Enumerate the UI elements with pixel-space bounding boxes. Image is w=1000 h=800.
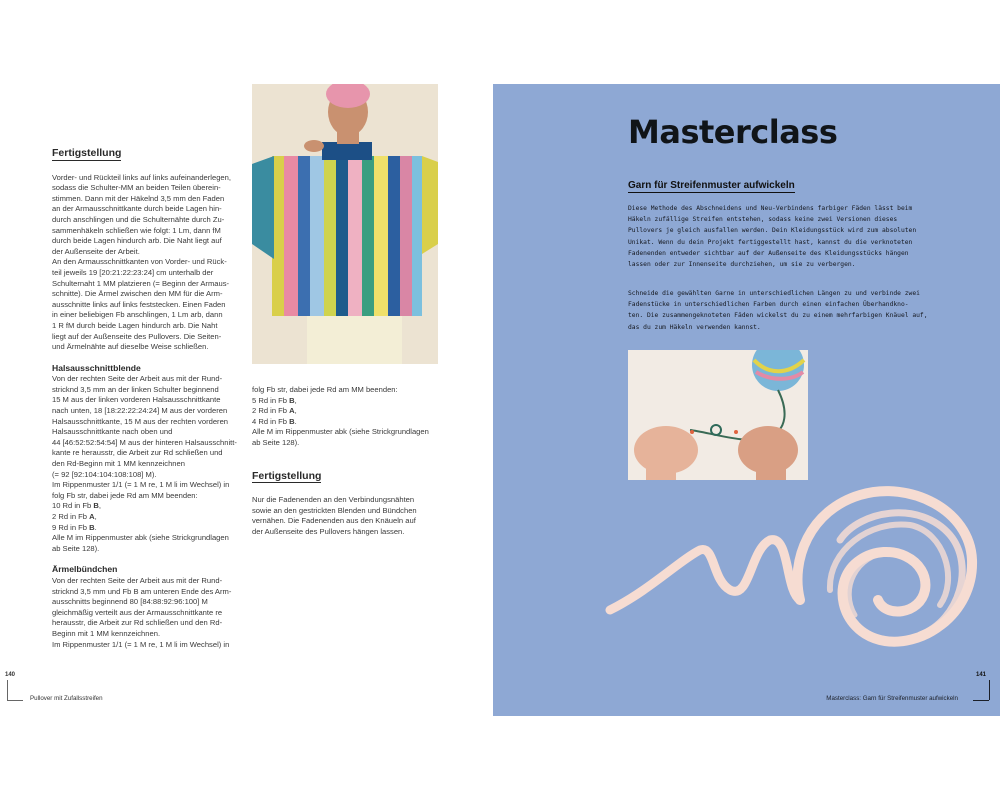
neckband-end-text: Alle M im Rippenmuster abk (siehe Strickgrundlagen ab Seite 128). — [52, 533, 229, 553]
cuffs-continued-text: folg Fb str, dabei jede Rd am MM beenden: — [252, 385, 398, 394]
neckband-row-1: 10 Rd in Fb B, — [52, 501, 101, 511]
page-number-right: 141 — [976, 672, 987, 678]
final-finishing-heading: Fertigstellung — [252, 469, 322, 482]
left-column-1 — [52, 148, 242, 650]
masterclass-paragraph-1: Diese Methode des Abschneidens und Neu-Verbindens farbiger Fäden lässt beim Häkeln zufällige Streifen entstehen, sodass keine zwei Versionen dieses Pullovers je gleich ausfallen werden. Dein Kleidungsstück wird zum absoluten Unikat. Wenn du dein Projekt fertiggestellt hast, kannst du die verknoteten Fadenenden entweder sichtbar auf der Außenseite des Kleidungsstücks hängen lassen oder zur Innenseite durchziehen, um sie zu verbergen. — [628, 205, 917, 269]
page-number-left: 140 — [5, 672, 16, 678]
knotting-yarn-photo — [628, 350, 808, 480]
neckband-row-2: 2 Rd in Fb A, — [52, 512, 97, 521]
masterclass-title: Masterclass — [628, 113, 838, 151]
neckband-row-3: 9 Rd in Fb B. — [52, 522, 97, 532]
neckband-heading: Halsausschnittblende — [52, 362, 141, 373]
cuffs-row-1: 5 Rd in Fb B, — [252, 395, 297, 405]
final-finishing-text: Nur die Fadenenden an den Verbindungsnähten sowie an den gestrickten Blenden und Bündchen vernähen. Die Fadenenden aus den Knäueln auf der Außenseite des Pullovers hängen lassen. — [252, 495, 417, 536]
footer-rule-horizontal-left — [7, 700, 23, 701]
footer-rule-horizontal-right — [973, 700, 989, 701]
cuffs-row-2: 2 Rd in Fb A, — [252, 406, 297, 416]
masterclass-subtitle: Garn für Streifenmuster aufwickeln — [628, 180, 795, 191]
finishing-heading: Fertigstellung — [52, 147, 122, 159]
cuffs-text: Von der rechten Seite der Arbeit aus mit der Rund- stricknd 3,5 mm und Fb B am unteren Ende des Arm- ausschnitts beginnend 80 [84:88:92:96:100] M gleichmäßig verteilt aus der Armausschnittkante re herausstr, die Arbeit zur Rd schließen und den Rd- Beginn mit 1 MM kennzeichnen. Im Rippenmuster 1/1 (= 1 M re, 1 M li im Wechsel) in — [52, 575, 232, 649]
running-footer-right: Masterclass: Garn für Streifenmuster aufwickeln — [826, 695, 958, 702]
masterclass-paragraph-2: Schneide die gewählten Garne in unterschiedlichen Längen zu und verbinde zwei Fadenstücke in unterschiedlichen Farben durch einen einfachen Überhandkno- ten. Die zusammengeknoteten Fäden wickelst du zu einem mehrfarbigen Knäuel auf, das du zum Häkeln verwenden kannst. — [628, 290, 928, 331]
footer-rule-vertical-left — [7, 680, 8, 700]
cuffs-row-3: 4 Rd in Fb B. — [252, 416, 297, 426]
neckband-text: Von der rechten Seite der Arbeit aus mit der Rund- stricknd 3,5 mm an der linken Schulter beginnend 15 M aus der linken vorderen Halsausschnittkante nach unten, 18 [18:22:22:24:24] M aus der vorderen Halsausschnittkante, 15 M aus der rechten vorderen Halsausschnittkante nach oben und 44 [46:52:52:54:54] M aus der hinteren Halsausschnitt- kante re herausstr, die Arbeit zur Rd schließen und den Rd-Beginn mit 1 MM kennzeichnen (= 92 [92:104:104:108:108] M). Im Rippenmuster 1/1 (= 1 M re, 1 M li im Wechsel) in folg Fb str, dabei jede Rd am MM beenden: — [52, 374, 237, 500]
footer-rule-vertical-right — [989, 680, 990, 700]
cuffs-heading: Ärmelbündchen — [52, 564, 118, 575]
striped-sweater-illustration — [252, 84, 438, 364]
cuffs-end-text: Alle M im Rippenmuster abk (siehe Strickgrundlagen ab Seite 128). — [252, 427, 429, 447]
running-footer-left: Pullover mit Zufallsstreifen — [30, 695, 103, 702]
left-column-2 — [252, 385, 442, 538]
hands-knotting-illustration — [628, 350, 808, 480]
finishing-text: Vorder- und Rückteil links auf links aufeinanderlegen, sodass die Schulter-MM an beiden Teilen überein- stimmen. Dann mit der Häkelnd 3,5 mm den Faden an der Armausschnittkante durch beide Lagen hin- durch anschlingen und die Schulternähte durch Zu- sammenhäkeln schließen wie folgt: 1 Lm, dann fM durch beide Lagen hindurch arb. Die Naht liegt auf der Außenseite der Arbeit. An den Armausschnittkanten von Vorder- und Rück- teil jeweils 19 [20:21:22:23:24] cm unterhalb der Schulternaht 1 MM platzieren (= Beginn der Armaus- schnitte). Die Ärmel zwischen den MM für die Arm- ausschnitte links auf links feststecken. Einen Faden in einer beliebigen Fb anschlingen, 1 Lm arb, dann 1 R fM durch beide Lagen hindurch arb. Die Naht liegt auf der Außenseite des Pullovers. Die Seiten- und Ärmelnähte auf dieselbe Weise schließen. — [52, 172, 231, 352]
model-photo — [252, 84, 438, 364]
